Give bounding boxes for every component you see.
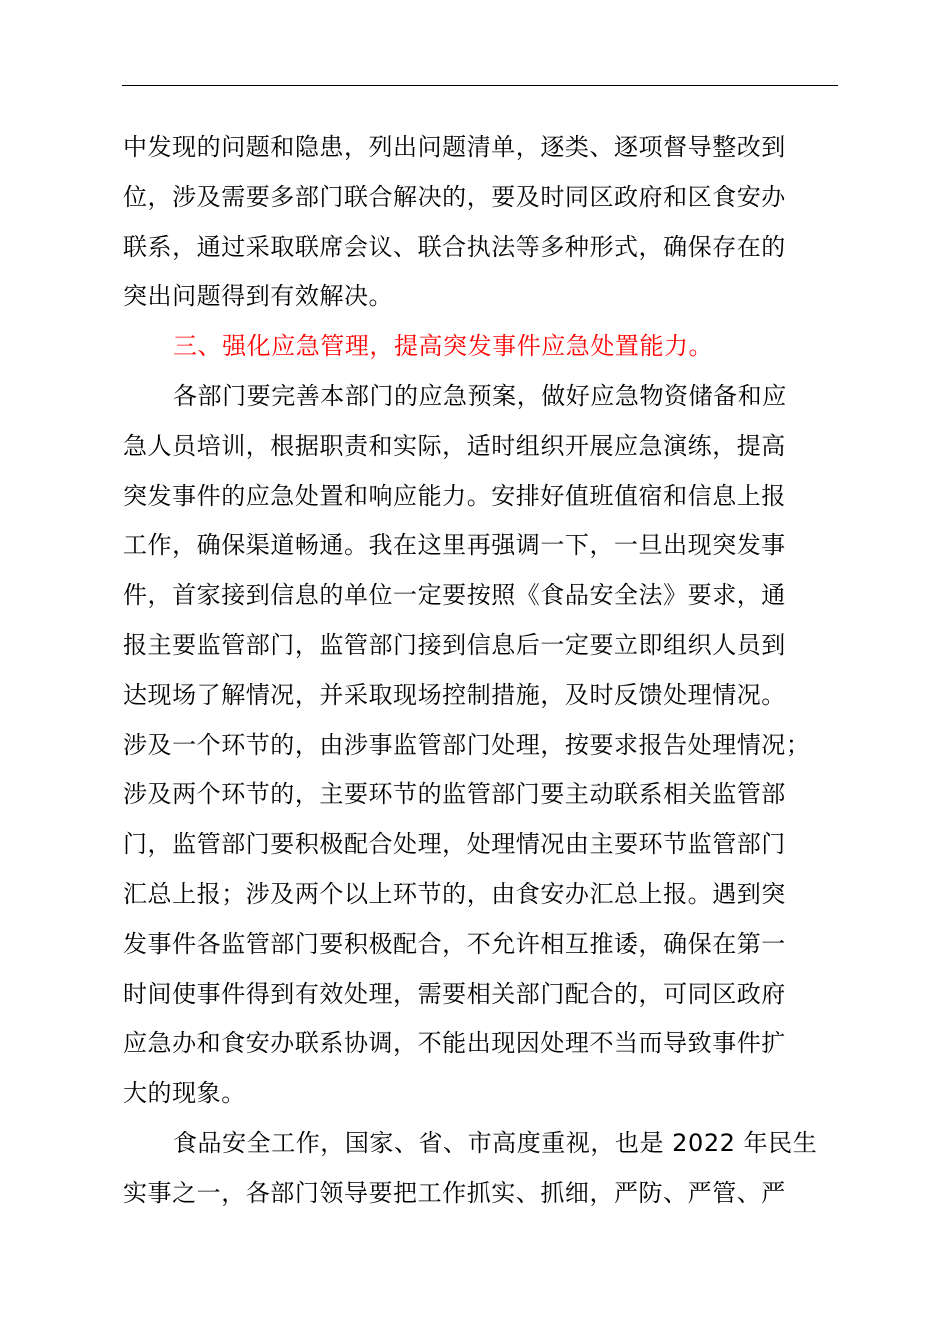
text-line: 工作，确保渠道畅通。我在这里再强调一下，一旦出现突发事 bbox=[123, 531, 786, 560]
text-line: 涉及一个环节的，由涉事监管部门处理，按要求报告处理情况； bbox=[123, 730, 811, 759]
section-heading: 三、强化应急管理，提高突发事件应急处置能力。 bbox=[173, 332, 714, 361]
text-line: 发事件各监管部门要积极配合，不允许相互推诿，确保在第一 bbox=[123, 929, 786, 958]
text-line: 汇总上报；涉及两个以上环节的，由食安办汇总上报。遇到突 bbox=[123, 879, 786, 908]
text-line: 门，监管部门要积极配合处理，处理情况由主要环节监管部门 bbox=[123, 830, 786, 859]
text-line: 时间使事件得到有效处理，需要相关部门配合的，可同区政府 bbox=[123, 979, 786, 1008]
text-line: 位，涉及需要多部门联合解决的，要及时同区政府和区食安办 bbox=[123, 182, 786, 211]
text-line: 达现场了解情况，并采取现场控制措施，及时反馈处理情况。 bbox=[123, 680, 786, 709]
text-line: 应急办和食安办联系协调，不能出现因处理不当而导致事件扩 bbox=[123, 1029, 786, 1058]
text-line: 突出问题得到有效解决。 bbox=[123, 282, 394, 311]
text-line: 食品安全工作，国家、省、市高度重视，也是 2022 年民生 bbox=[173, 1128, 818, 1157]
text-line: 突发事件的应急处置和响应能力。安排好值班值宿和信息上报 bbox=[123, 481, 786, 510]
text-line: 中发现的问题和隐患，列出问题清单，逐类、逐项督导整改到 bbox=[123, 133, 786, 161]
text-line: 大的现象。 bbox=[123, 1079, 246, 1108]
text-line: 实事之一，各部门领导要把工作抓实、抓细，严防、严管、严 bbox=[123, 1178, 786, 1207]
text-line: 涉及两个环节的，主要环节的监管部门要主动联系相关监管部 bbox=[123, 780, 786, 809]
text-line: 各部门要完善本部门的应急预案，做好应急物资储备和应 bbox=[173, 381, 787, 410]
text-line: 报主要监管部门，监管部门接到信息后一定要立即组织人员到 bbox=[123, 630, 786, 659]
text-line: 急人员培训，根据职责和实际，适时组织开展应急演练，提高 bbox=[123, 431, 786, 460]
text-line: 联系，通过采取联席会议、联合执法等多种形式，确保存在的 bbox=[123, 232, 786, 261]
text-line: 件，首家接到信息的单位一定要按照《食品安全法》要求，通 bbox=[123, 581, 786, 610]
document-body bbox=[123, 123, 863, 1219]
header-rule bbox=[122, 85, 838, 86]
